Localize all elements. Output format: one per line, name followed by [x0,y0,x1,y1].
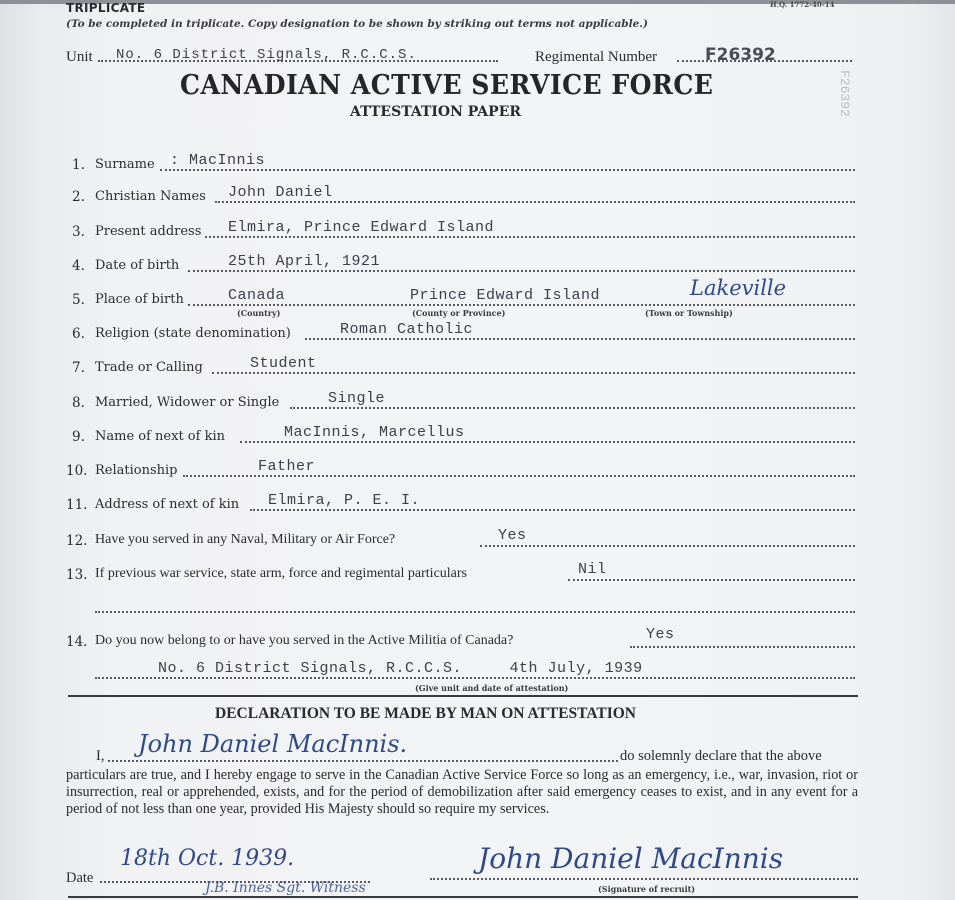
date-of-birth-value: 25th April, 1921 [228,253,381,270]
field-7-number: 7. [72,360,85,376]
trade-value: Student [250,355,317,372]
militia-detail-value: No. 6 District Signals, R.C.C.S. 4th July, 1939 [158,660,643,677]
date-value: 18th Oct. 1939. [120,846,295,871]
declaration-body: particulars are true, and I hereby engage to serve in the Canadian Active Service Force so long as an emergency, i.e., war, invasion, riot or insurrection, real or apprehended, exists, and for the period of demobilization after said emergency ceases to exist, and in any event for a period of not less than one year, provided His Majesty should so require my services. [66,767,858,817]
field-14-detail-dotline [95,677,855,679]
militia-detail-caption: (Give unit and date of attestation) [415,683,569,693]
instruction-text: (To be completed in triplicate. Copy designation to be shown by striking out terms not applicable.) [66,18,648,30]
birth-province-value: Prince Edward Island [410,287,601,304]
field-5-number: 5. [72,292,85,308]
field-13-number: 13. [66,567,88,583]
field-7-dotline [212,372,855,374]
field-6-label: Religion (state denomination) [95,326,291,341]
field-5-label: Place of birth [95,292,184,307]
field-6-dotline [305,338,855,340]
field-2-number: 2. [72,189,85,205]
declaration-title: DECLARATION TO BE MADE BY MAN ON ATTESTATION [215,705,637,722]
field-2-dotline [215,201,855,203]
relationship-value: Father [258,458,316,475]
form-subtitle: ATTESTATION PAPER [350,104,522,120]
birth-country-value: Canada [228,287,286,304]
signature-dotline [430,878,858,880]
recruit-signature: John Daniel MacInnis [478,842,784,875]
field-4-number: 4. [72,258,85,274]
field-9-number: 9. [72,429,85,445]
militia-value: Yes [646,626,675,643]
field-11-number: 11. [66,497,88,513]
field-13-label: If previous war service, state arm, force and regimental particulars [95,566,467,581]
field-8-number: 8. [72,395,85,411]
unit-value: No. 6 District Signals, R.C.C.S. [116,47,417,63]
field-14-label: Do you now belong to or have you served in the Active Militia of Canada? [95,633,514,648]
field-1-dotline [160,169,855,171]
date-label: Date [66,870,94,886]
field-5-dotline [188,304,855,306]
signature-caption: (Signature of recruit) [598,884,696,894]
margin-stamp: F26392 [837,70,852,117]
regimental-number-value: F26392 [705,45,776,65]
field-1-label: Surname [95,157,155,172]
served-value: Yes [498,527,527,544]
section-divider [68,695,858,697]
war-service-value: Nil [578,561,607,578]
field-12-number: 12. [66,533,88,549]
christian-names-value: John Daniel [228,184,333,201]
field-13-continuation-dotline [95,611,855,613]
form-number: H.Q. 1772-40-14 [770,0,835,9]
birth-town-value: Lakeville [690,276,787,300]
field-14-dotline [630,646,855,648]
town-caption: (Town or Township) [645,308,733,318]
declaration-name-dotline [108,760,618,762]
field-12-dotline [480,545,855,547]
field-9-label: Name of next of kin [95,429,225,444]
field-3-dotline [205,236,855,238]
witness-signature: J.B. Innes Sgt. Witness [205,880,366,896]
field-4-dotline [188,270,855,272]
field-11-label: Address of next of kin [95,497,240,512]
field-4-label: Date of birth [95,258,180,273]
field-7-label: Trade or Calling [95,360,203,375]
province-caption: (County or Province) [412,308,506,318]
field-10-dotline [183,475,855,477]
surname-value: : MacInnis [170,152,266,169]
next-of-kin-address-value: Elmira, P. E. I. [268,492,421,509]
declaration-signed-name: John Daniel MacInnis. [138,730,408,758]
field-9-dotline [240,441,855,443]
country-caption: (Country) [237,308,281,318]
copy-designation: TRIPLICATE [66,1,146,15]
regimental-number-label: Regimental Number [535,49,658,65]
present-address-value: Elmira, Prince Edward Island [228,219,495,236]
declaration-first-line: do solemnly declare that the above [620,748,822,764]
unit-label: Unit [66,49,93,65]
field-1-number: 1. [72,157,85,173]
field-8-dotline [290,407,855,409]
field-8-label: Married, Widower or Single [95,395,280,410]
marital-status-value: Single [328,390,386,407]
field-11-dotline [250,509,855,511]
field-2-label: Christian Names [95,189,206,204]
bottom-divider [68,896,858,898]
field-3-label: Present address [95,224,202,239]
form-title: CANADIAN ACTIVE SERVICE FORCE [180,70,714,101]
field-3-number: 3. [72,224,85,240]
declaration-prefix: I, [96,748,105,764]
field-6-number: 6. [72,326,85,342]
religion-value: Roman Catholic [340,321,474,338]
field-14-number: 14. [66,634,88,650]
field-10-label: Relationship [95,463,178,478]
next-of-kin-value: MacInnis, Marcellus [284,424,465,441]
field-10-number: 10. [66,463,88,479]
field-12-label: Have you served in any Naval, Military or Air Force? [95,532,396,547]
field-13-dotline [568,579,855,581]
